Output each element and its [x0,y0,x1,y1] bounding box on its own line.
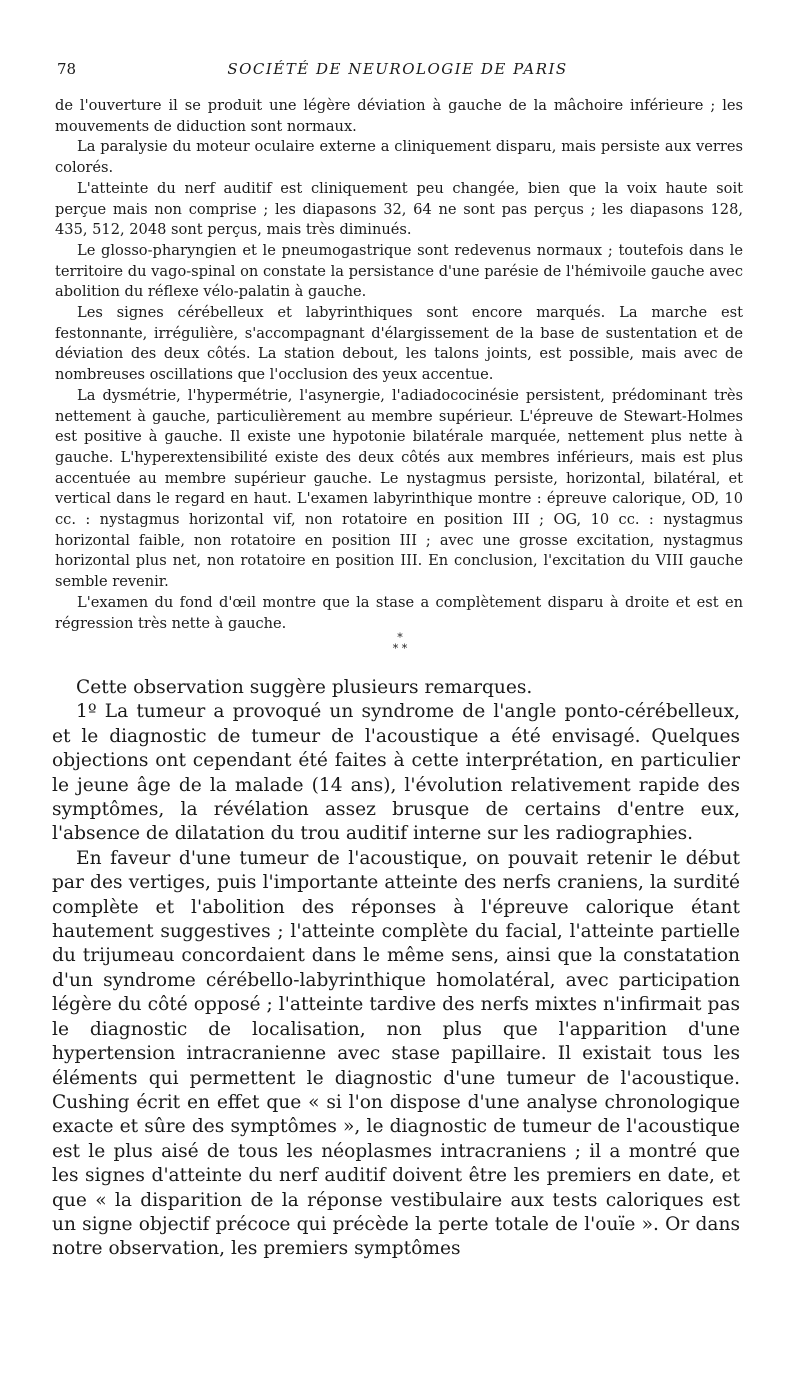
paragraph: L'examen du fond d'œil montre que la stase a complètement disparu à droite et est en régression très nette à gauche. [55,593,743,632]
paragraph: 1º La tumeur a provoqué un syndrome de l'angle ponto-cérébelleux, et le diagnostic de tumeur de l'acoustique a été envisagé. Quelques objections ont cependant été faites à cette interprétation, en particulier le jeune âge de la malade (14 ans), l'évolution relativement rapide des symptômes, la révélation assez brusque de certains d'entre eux, l'absence de dilatation du trou auditif interne sur les radiographies. [52,701,740,845]
paragraph: de l'ouverture il se produit une légère déviation à gauche de la mâchoire inférieure ; les mouvements de diduction sont normaux. [55,97,743,135]
case-report-text [55,96,743,634]
paragraph: Le glosso-pharyngien et le pneumogastrique sont redevenus normaux ; toutefois dans le territoire du vago-spinal on constate la persistance d'une parésie de l'hémivoile gauche avec abolition du réflexe vélo-palatin à gauche. [55,241,743,301]
paragraph: Les signes cérébelleux et labyrinthiques sont encore marqués. La marche est festonnante, irrégulière, s'accompagnant d'élargissement de la base de sustentation et de déviation des deux côtés. La station debout, les talons joints, est possible, mais avec de nombreuses oscillations que l'occlusion des yeux accentue. [55,304,743,384]
discussion-text [52,676,740,1262]
paragraph: La dysmétrie, l'hypermétrie, l'asynergie, l'adiadococinésie persistent, prédominant très nettement à gauche, particulièrement au membre supérieur. L'épreuve de Stewart-Holmes est positive à gauche. Il existe une hypotonie bilatérale marquée, nettement plus nette à gauche. L'hyperextensibilité existe des deux côtés aux membres inférieurs, mais est plus accentuée au membre supérieur gauche. Le nystagmus persiste, horizontal, bilatéral, et vertical dans le regard en haut. L'examen labyrinthique montre : épreuve calorique, OD, 10 cc. : nystagmus horizontal vif, non rotatoire en position III ; OG, 10 cc. : nystagmus horizontal faible, non rotatoire en position III ; avec une grosse excitation, nystagmus horizontal plus net, non rotatoire en position III. En conclusion, l'excitation du VIII gauche semble revenir. [55,386,743,591]
paragraph: La paralysie du moteur oculaire externe a cliniquement disparu, mais persiste aux verres colorés. [55,138,743,177]
asterism-top: * [397,631,403,644]
paragraph: Cette observation suggère plusieurs remarques. [76,677,533,698]
section-separator [0,632,800,654]
paragraph: En faveur d'une tumeur de l'acoustique, on pouvait retenir le début par des vertiges, puis l'importante atteinte des nerfs craniens, la surdité complète et l'abolition des réponses à l'épreuve calorique étant hautement suggestives ; l'atteinte complète du facial, l'atteinte partielle du trijumeau concordaient dans le même sens, ainsi que la constatation d'un syndrome cérébello-labyrinthique homolatéral, avec participation légère du côté opposé ; l'atteinte tardive des nerfs mixtes n'infirmait pas le diagnostic de localisation, non plus que l'apparition d'une hypertension intracranienne avec stase papillaire. Il existait tous les éléments qui permettent le diagnostic d'une tumeur de l'acoustique. Cushing écrit en effet que « si l'on dispose d'une analyse chronologique exacte et sûre des symptômes », le diagnostic de tumeur de l'acoustique est le plus aisé de tous les néoplasmes intracraniens ; il a montré que les signes d'atteinte du nerf auditif doivent être les premiers en date, et que « la disparition de la réponse vestibulaire aux tests caloriques est un signe objectif précoce qui précède la perte totale de l'ouïe ». Or dans notre observation, les premiers symptômes [52,847,740,1260]
page-number: 78 [57,60,77,78]
paragraph: L'atteinte du nerf auditif est cliniquement peu changée, bien que la voix haute soit perçue mais non comprise ; les diapasons 32, 64 ne sont pas perçus ; les diapasons 128, 435, 512, 2048 sont perçus, mais très diminués. [55,179,743,239]
running-title: SOCIÉTÉ DE NEUROLOGIE DE PARIS [227,60,568,78]
page-header [57,60,738,82]
asterism-bottom: * * [392,642,408,655]
